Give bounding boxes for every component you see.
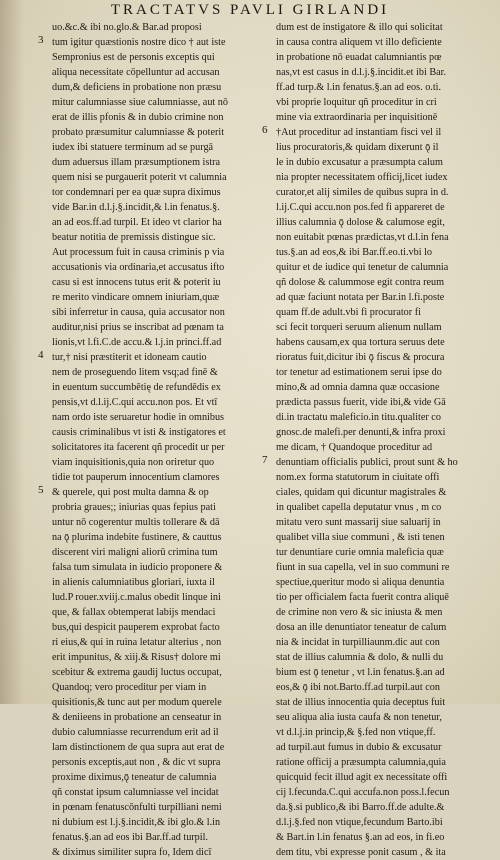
text-line: fiunt in sua capella, vel in suo communi re xyxy=(276,562,450,573)
text-line: seu aliqua alia iusta caufa & non tenetur, xyxy=(276,712,442,723)
text-line: spectiue,queritur modo si aliqua denuntia xyxy=(276,577,445,588)
text-line: auditur,nisi prius se inscribat ad pœnam ta xyxy=(52,322,224,333)
text-line: ciales, quidam qui dicuntur magistrales & xyxy=(276,487,447,498)
text-line: lud.P rouer.xviij.c.malus obedit linque ini xyxy=(52,592,221,603)
text-line: †Aut proceditur ad instantiam fisci vel il xyxy=(276,127,442,138)
text-line: Quandoq; vero proceditur per viam in xyxy=(52,682,207,693)
text-line: d.l.j.§.fed non vtique,fecundum Barto.ibi xyxy=(276,817,443,828)
text-line: gnosc.de malefi.per denunti,& infra proxi xyxy=(276,427,446,438)
text-line: que, & fallax obtemperat labijs mendaci xyxy=(52,607,216,618)
text-line: discerent viri maligni aliorū crimina tum xyxy=(52,547,218,558)
text-line: in qualibet capella deputatur vnus , m co xyxy=(276,502,442,513)
text-line: Aut processum fuit in causa criminis p via xyxy=(52,247,225,258)
text-line: mitatu vero sunt massarij siue saluarij in xyxy=(276,517,441,528)
text-line: mitur calumniasse siue calumniasse, aut nō xyxy=(52,97,228,108)
text-line: vbi proprie loquitur qñ proceditur in cri xyxy=(276,97,437,108)
text-line: curator,et alij similes de quibus supra in d. xyxy=(276,187,449,198)
text-line: tor condemnari per ea quæ supra diximus xyxy=(52,187,221,198)
margin-note-6: 6 xyxy=(262,124,268,136)
text-line: scebitur & extrema gaudij luctus occupat, xyxy=(52,667,222,678)
text-line: quisitionis,& tunc aut per modum querele xyxy=(52,697,222,708)
text-line: erat de illis pfonis & in dubio crimine non xyxy=(52,112,224,123)
text-line: di.in tractatu maleficio.in titu.qualiter co xyxy=(276,412,441,423)
text-line: cij l.fecunda.C.qui accufa.non poss.l.fecun xyxy=(276,787,450,798)
running-header: TRACTATVS PAVLI GIRLANDI xyxy=(110,2,390,18)
text-line: an ad eos.ff.ad turpil. Et ideo vt clarior ha xyxy=(52,217,222,228)
text-line: tidie tot pauperum innocentium clamores xyxy=(52,472,220,483)
text-line: bus,qui despicit pauperem exprobat facto xyxy=(52,622,220,633)
gutter-shadow xyxy=(0,0,24,704)
text-line: probato præsumitur calumniasse & poterit xyxy=(52,127,225,138)
text-line: personis exceptis,aut non , & dic vt supra xyxy=(52,757,221,768)
text-line: denuntiam officialis publici, prout sunt & ho xyxy=(276,457,458,468)
text-line: vt d.l.j.in princip,& §.fed non vtique,ff. xyxy=(276,727,436,738)
text-line: me dicam, † Quandoque proceditur ad xyxy=(276,442,433,453)
text-line: falsa tum simulata in iudicio proponere & xyxy=(52,562,223,573)
text-line: sibi inferretur in causa, quia accusator non xyxy=(52,307,225,318)
text-line: ratione officij a præsumpta calumnia,quia xyxy=(276,757,446,768)
text-line: lam distinctionem de qua supra aut erat de xyxy=(52,742,225,753)
text-line: in probatione nō euadat calumniantis pœ xyxy=(276,52,442,63)
text-line: nom.ex forma statutorum in ciuitate offi xyxy=(276,472,440,483)
text-line: in alienis calumniatibus gloriari, iuxta il xyxy=(52,577,215,588)
text-line: dem titu, vbi expresse ponit casum , & ita xyxy=(276,847,446,858)
text-line: eos,& ǭ ibi not.Barto.ff.ad turpil.aut con xyxy=(276,682,440,693)
text-line: illius calumnia ǭ dolose & calumose egit, xyxy=(276,217,445,228)
text-line: tio per officialem facta fuerit contra aliquē xyxy=(276,592,449,603)
margin-note-4: 4 xyxy=(38,349,44,361)
text-line: l.ij.C.qui accu.non pos.fed fi appareret de xyxy=(276,202,445,213)
text-line: qñ constat ipsum calumniasse vel incidat xyxy=(52,787,219,798)
text-line: stat de illius calumnia & dolo, & nulli du xyxy=(276,652,444,663)
text-line: mino,& ad omnia damna quæ occasione xyxy=(276,382,440,393)
text-line: re merito vindicare omnem iniuriam,quæ xyxy=(52,292,220,303)
text-line: da.§.si publico,& ibi Barro.ff.de adulte.& xyxy=(276,802,445,813)
text-line: fenatus.§.an ad eos ibi Bar.ff.ad turpil. xyxy=(52,832,208,843)
text-line: Sempronius est de personis exceptis qui xyxy=(52,52,215,63)
text-line: in euentum succumbētię de refundēdis ex xyxy=(52,382,221,393)
text-line: rioratus fuit,dicitur ibi ǭ fiscus & procura xyxy=(276,352,445,363)
text-line: accusationis via ordinaria,et accusatus ifto xyxy=(52,262,225,273)
text-line: prædicta passus fuerit, vide ibi,& vide Gā xyxy=(276,397,446,408)
text-line: dubio calumniasse recurrendum erit ad il xyxy=(52,727,219,738)
text-line: habens causam,ex qua tortura seruus dete xyxy=(276,337,445,348)
text-line: lius procuratoris,& quidam dixerunt ǭ il xyxy=(276,142,439,153)
text-line: quam ff.de adult.vbi fi procurator fi xyxy=(276,307,421,318)
text-line: proxime diximus,ǭ teneatur de calumnia xyxy=(52,772,217,783)
text-line: nia propter necessitatem officij,licet iudex xyxy=(276,172,448,183)
text-line: tum igitur quæstionis nostre dico † aut iste xyxy=(52,37,226,48)
text-line: & querele, qui post multa damna & op xyxy=(52,487,209,498)
text-line: quicquid fecit illud agit ex necessitate offi xyxy=(276,772,448,783)
text-line: nam ordo iste seruaretur hodie in omnibus xyxy=(52,412,225,423)
text-line: ff.ad turp.& l.in fenatus.§.an ad eos. o.ti. xyxy=(276,82,442,93)
text-line: erit impunitus, & xiij.& Risus† dolore mi xyxy=(52,652,221,663)
text-line: aliqua necessitate cōpelluntur ad accusan xyxy=(52,67,220,78)
text-line: nas,vt est casus in d.l.j.§.incidit.et ibi Bar. xyxy=(276,67,447,78)
text-line: & diximus similiter supra fo, Idem dicī xyxy=(52,847,212,858)
text-line: viam inquisitionis,quia non oriretur quo xyxy=(52,457,215,468)
text-line: tor tenetur ad estimationem serui ipse do xyxy=(276,367,442,378)
text-line: casu si est innocens tutus erit & poterit iu xyxy=(52,277,221,288)
margin-note-7: 7 xyxy=(262,454,268,466)
text-line: qñ dolose & calummose egit contra reum xyxy=(276,277,445,288)
text-line: dum aduersus illam præsumptionem istra xyxy=(52,157,221,168)
text-line: causis criminalibus vt isti & instigatores et xyxy=(52,427,226,438)
margin-note-3: 3 xyxy=(38,34,44,46)
text-line: sci fecit torqueri seruum alienum nullam xyxy=(276,322,442,333)
text-line: stat de illius innocentia quia deceptus fuit xyxy=(276,697,446,708)
left-text-column xyxy=(52,20,264,860)
text-line: mine via extraordinaria per inquisitionē xyxy=(276,112,438,123)
text-line: non euitabit pœnas prædictas,vt d.l.in fena xyxy=(276,232,449,243)
text-line: in pœnam fenatuscōnfulti turpilliani nemi xyxy=(52,802,222,813)
text-line: uo.&c.& ibi no.glo.& Bar.ad proposi xyxy=(52,22,202,33)
margin-note-5: 5 xyxy=(38,484,44,496)
text-line: dosa an ille denuntiator teneatur de calum xyxy=(276,622,447,633)
right-text-column xyxy=(276,20,490,860)
text-line: qualibet villa siue communi , & isti tenen xyxy=(276,532,445,543)
text-line: quem nisi se purgauerit poterit vt calumnia xyxy=(52,172,227,183)
text-line: probria graues;; iniurias quas fepius pati xyxy=(52,502,216,513)
text-line: ad quæ faciunt notata per Bar.in l.fi.poste xyxy=(276,292,445,303)
text-line: bium est ǭ tenetur , vt l.in fenatus.§.an ad xyxy=(276,667,445,678)
text-line: le in dubio excusatur a præsumpta calum xyxy=(276,157,443,168)
text-line: tur denuntiare curie omnia maleficia quæ xyxy=(276,547,444,558)
text-line: quitur et de iudice qui tenetur de calumnia xyxy=(276,262,449,273)
text-line: nem de proseguendo litem vsq;ad finē & xyxy=(52,367,218,378)
text-line: dum est de instigatore & illo qui solicitat xyxy=(276,22,443,33)
text-line: untur nō cogerentur multis tollerare & dā xyxy=(52,517,220,528)
text-line: iudex ibi statuere terminum ad se purgā xyxy=(52,142,214,153)
text-line: de crimine non vero & sic iniusta & men xyxy=(276,607,443,618)
text-line: ad turpil.aut fumus in dubio & excusatur xyxy=(276,742,442,753)
text-line: ni dubium est l.j.§.incidit,& ibi glo.& l.in xyxy=(52,817,221,828)
text-line: nia & incidat in turpilliaunm.dic aut con xyxy=(276,637,440,648)
text-line: in causa contra aliquem vt illo deficiente xyxy=(276,37,442,48)
text-line: tur,† nisi præstiterit et idoneam cautio xyxy=(52,352,207,363)
text-line: vide Bar.in d.l.j.§.incidit,& l.in fenatus.§. xyxy=(52,202,220,213)
text-line: lionis,vt l.fi.C.de accu.& l.j.in princi.ff.ad xyxy=(52,337,222,348)
text-line: dum,& deficiens in probatione non præsu xyxy=(52,82,222,93)
text-line: solicitatores ita facerent qñ procedit ur per xyxy=(52,442,225,453)
text-line: & deniieens in probatione an censeatur in xyxy=(52,712,222,723)
text-line: ri eius,& qui in ruina letatur alterius , non xyxy=(52,637,222,648)
text-line: tus.§.an ad eos,& ibi Bar.ff.eo.ti.vbi lo xyxy=(276,247,433,258)
text-line: & Bart.in l.in fenatus §.an ad eos, in fi.eo xyxy=(276,832,445,843)
text-line: pensis,vt d.l.ij.C.qui accu.non pos. Et vtī xyxy=(52,397,218,408)
text-line: beatur notitia de premissis distingue sic. xyxy=(52,232,216,243)
text-line: na ǭ plurima indebite fustinere, & cauttus xyxy=(52,532,222,543)
